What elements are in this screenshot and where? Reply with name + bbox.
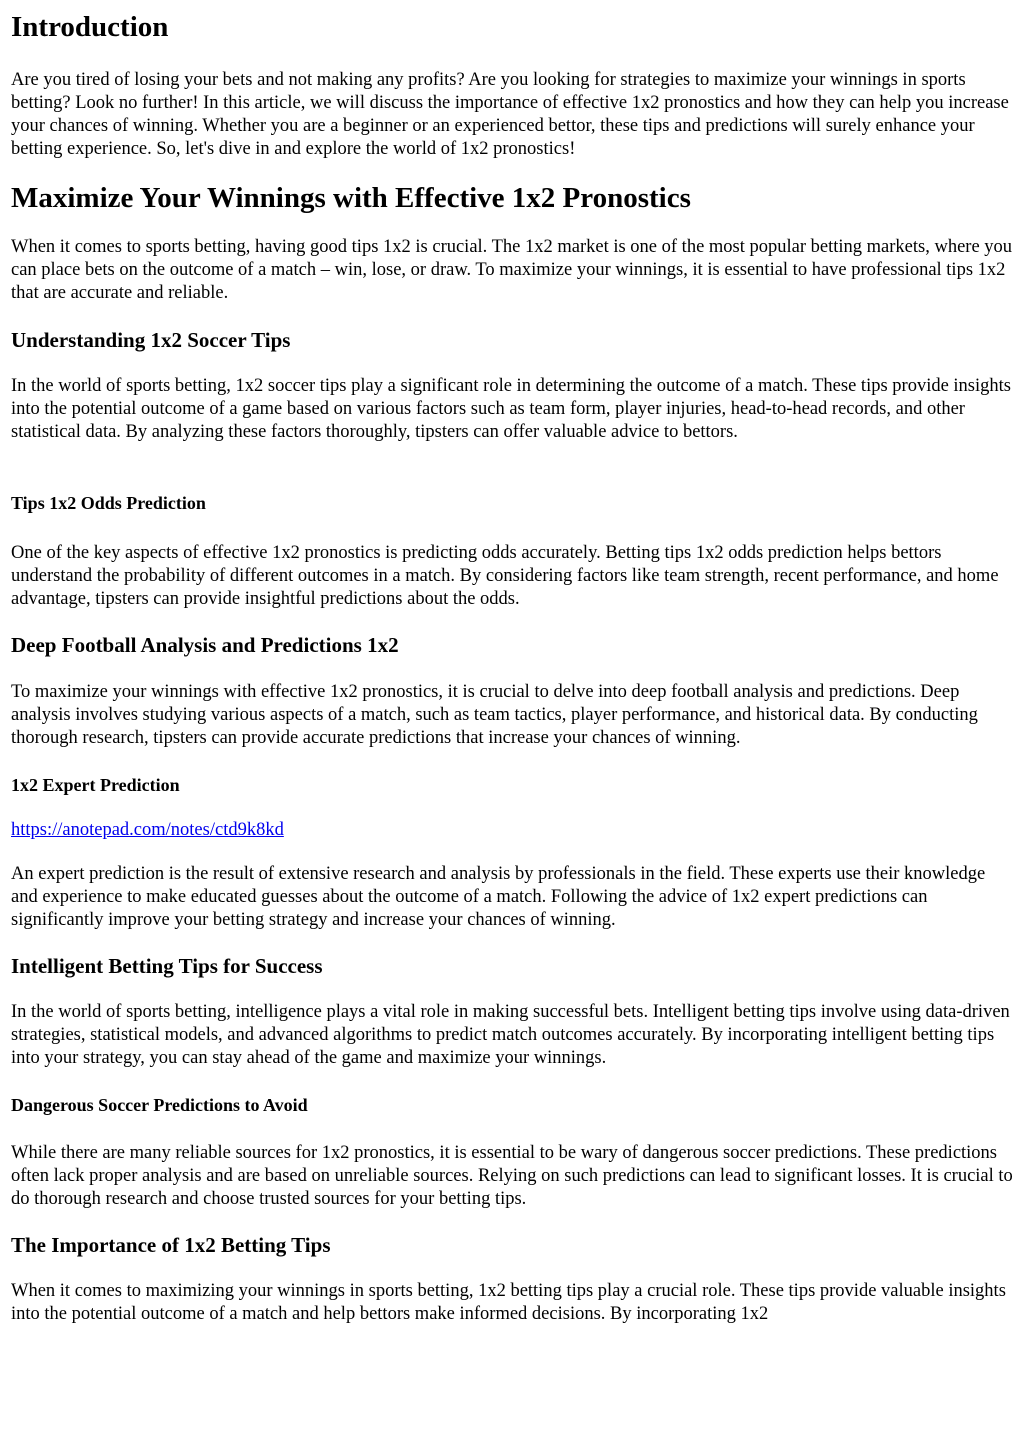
intro-heading: Introduction	[11, 11, 169, 43]
expert-link-line	[11, 819, 1014, 842]
deep-paragraph: To maximize your winnings with effective 1x2 pronostics, it is crucial to delve into deep football analysis and predictions. Deep analysis involves studying various aspects of a match, such as team tactics, player performance, and historical data. By conducting thorough research, tipsters can provide accurate predictions that increase your chances of winning.	[11, 681, 978, 748]
understanding-heading: Understanding 1x2 Soccer Tips	[11, 327, 291, 352]
understanding-paragraph: In the world of sports betting, 1x2 soccer tips play a significant role in determining the outcome of a match. These tips provide insights into the potential outcome of a game based on various factors such as team form, player injuries, head-to-head records, and other statistical data. By analyzing these factors thoroughly, tipsters can offer valuable advice to bettors.	[11, 375, 1011, 442]
maximize-heading: Maximize Your Winnings with Effective 1x2 Pronostics	[11, 181, 691, 214]
expert-paragraph: An expert prediction is the result of extensive research and analysis by professionals in the field. These experts use their knowledge and experience to make educated guesses about the outcome of a match. Following the advice of 1x2 expert predictions can significantly improve your betting strategy and increase your chances of winning.	[11, 864, 986, 931]
dangerous-paragraph: While there are many reliable sources for 1x2 pronostics, it is essential to be wary of dangerous soccer predictions. These predictions often lack proper analysis and are based on unreliable sources. Relying on such predictions can lead to significant losses. It is crucial to do thorough research and choose trusted sources for your betting tips.	[11, 1142, 1013, 1209]
importance-paragraph: When it comes to maximizing your winnings in sports betting, 1x2 betting tips play a crucial role. These tips provide valuable insights into the potential outcome of a match and help bettors make informed decisions. By incorporating 1x2	[11, 1281, 1006, 1325]
intelligent-heading: Intelligent Betting Tips for Success	[11, 954, 323, 979]
maximize-paragraph: When it comes to sports betting, having good tips 1x2 is crucial. The 1x2 market is one of the most popular betting markets, where you can place bets on the outcome of a match – win, lose, or draw. To maximize your winnings, it is essential to have professional tips 1x2 that are accurate and reliable.	[11, 236, 1013, 303]
importance-heading: The Importance of 1x2 Betting Tips	[11, 1232, 331, 1257]
odds-paragraph: One of the key aspects of effective 1x2 pronostics is predicting odds accurately. Betting tips 1x2 odds prediction helps bettors understand the probability of different outcomes in a match. By considering factors like team strength, recent performance, and home advantage, tipsters can provide insightful predictions about the odds.	[11, 543, 999, 610]
intro-paragraph: Are you tired of losing your bets and not making any profits? Are you looking for strategies to maximize your winnings in sports betting? Look no further! In this article, we will discuss the importance of effective 1x2 pronostics and how they can help you increase your chances of winning. Whether you are a beginner or an experienced bettor, these tips and predictions will surely enhance your betting experience. So, let's dive in and explore the world of 1x2 pronostics!	[11, 69, 1009, 159]
odds-heading: Tips 1x2 Odds Prediction	[11, 492, 206, 513]
expert-link[interactable]: https://anotepad.com/notes/ctd9k8kd	[11, 820, 284, 841]
deep-heading: Deep Football Analysis and Predictions 1x2	[11, 633, 399, 658]
dangerous-heading: Dangerous Soccer Predictions to Avoid	[11, 1095, 308, 1116]
intelligent-paragraph: In the world of sports betting, intelligence plays a vital role in making successful bets. Intelligent betting tips involve using data-driven strategies, statistical models, and advanced algorithms to predict match outcomes accurately. By incorporating intelligent betting tips into your strategy, you can stay ahead of the game and maximize your winnings.	[11, 1002, 1010, 1069]
expert-heading: 1x2 Expert Prediction	[11, 774, 180, 795]
